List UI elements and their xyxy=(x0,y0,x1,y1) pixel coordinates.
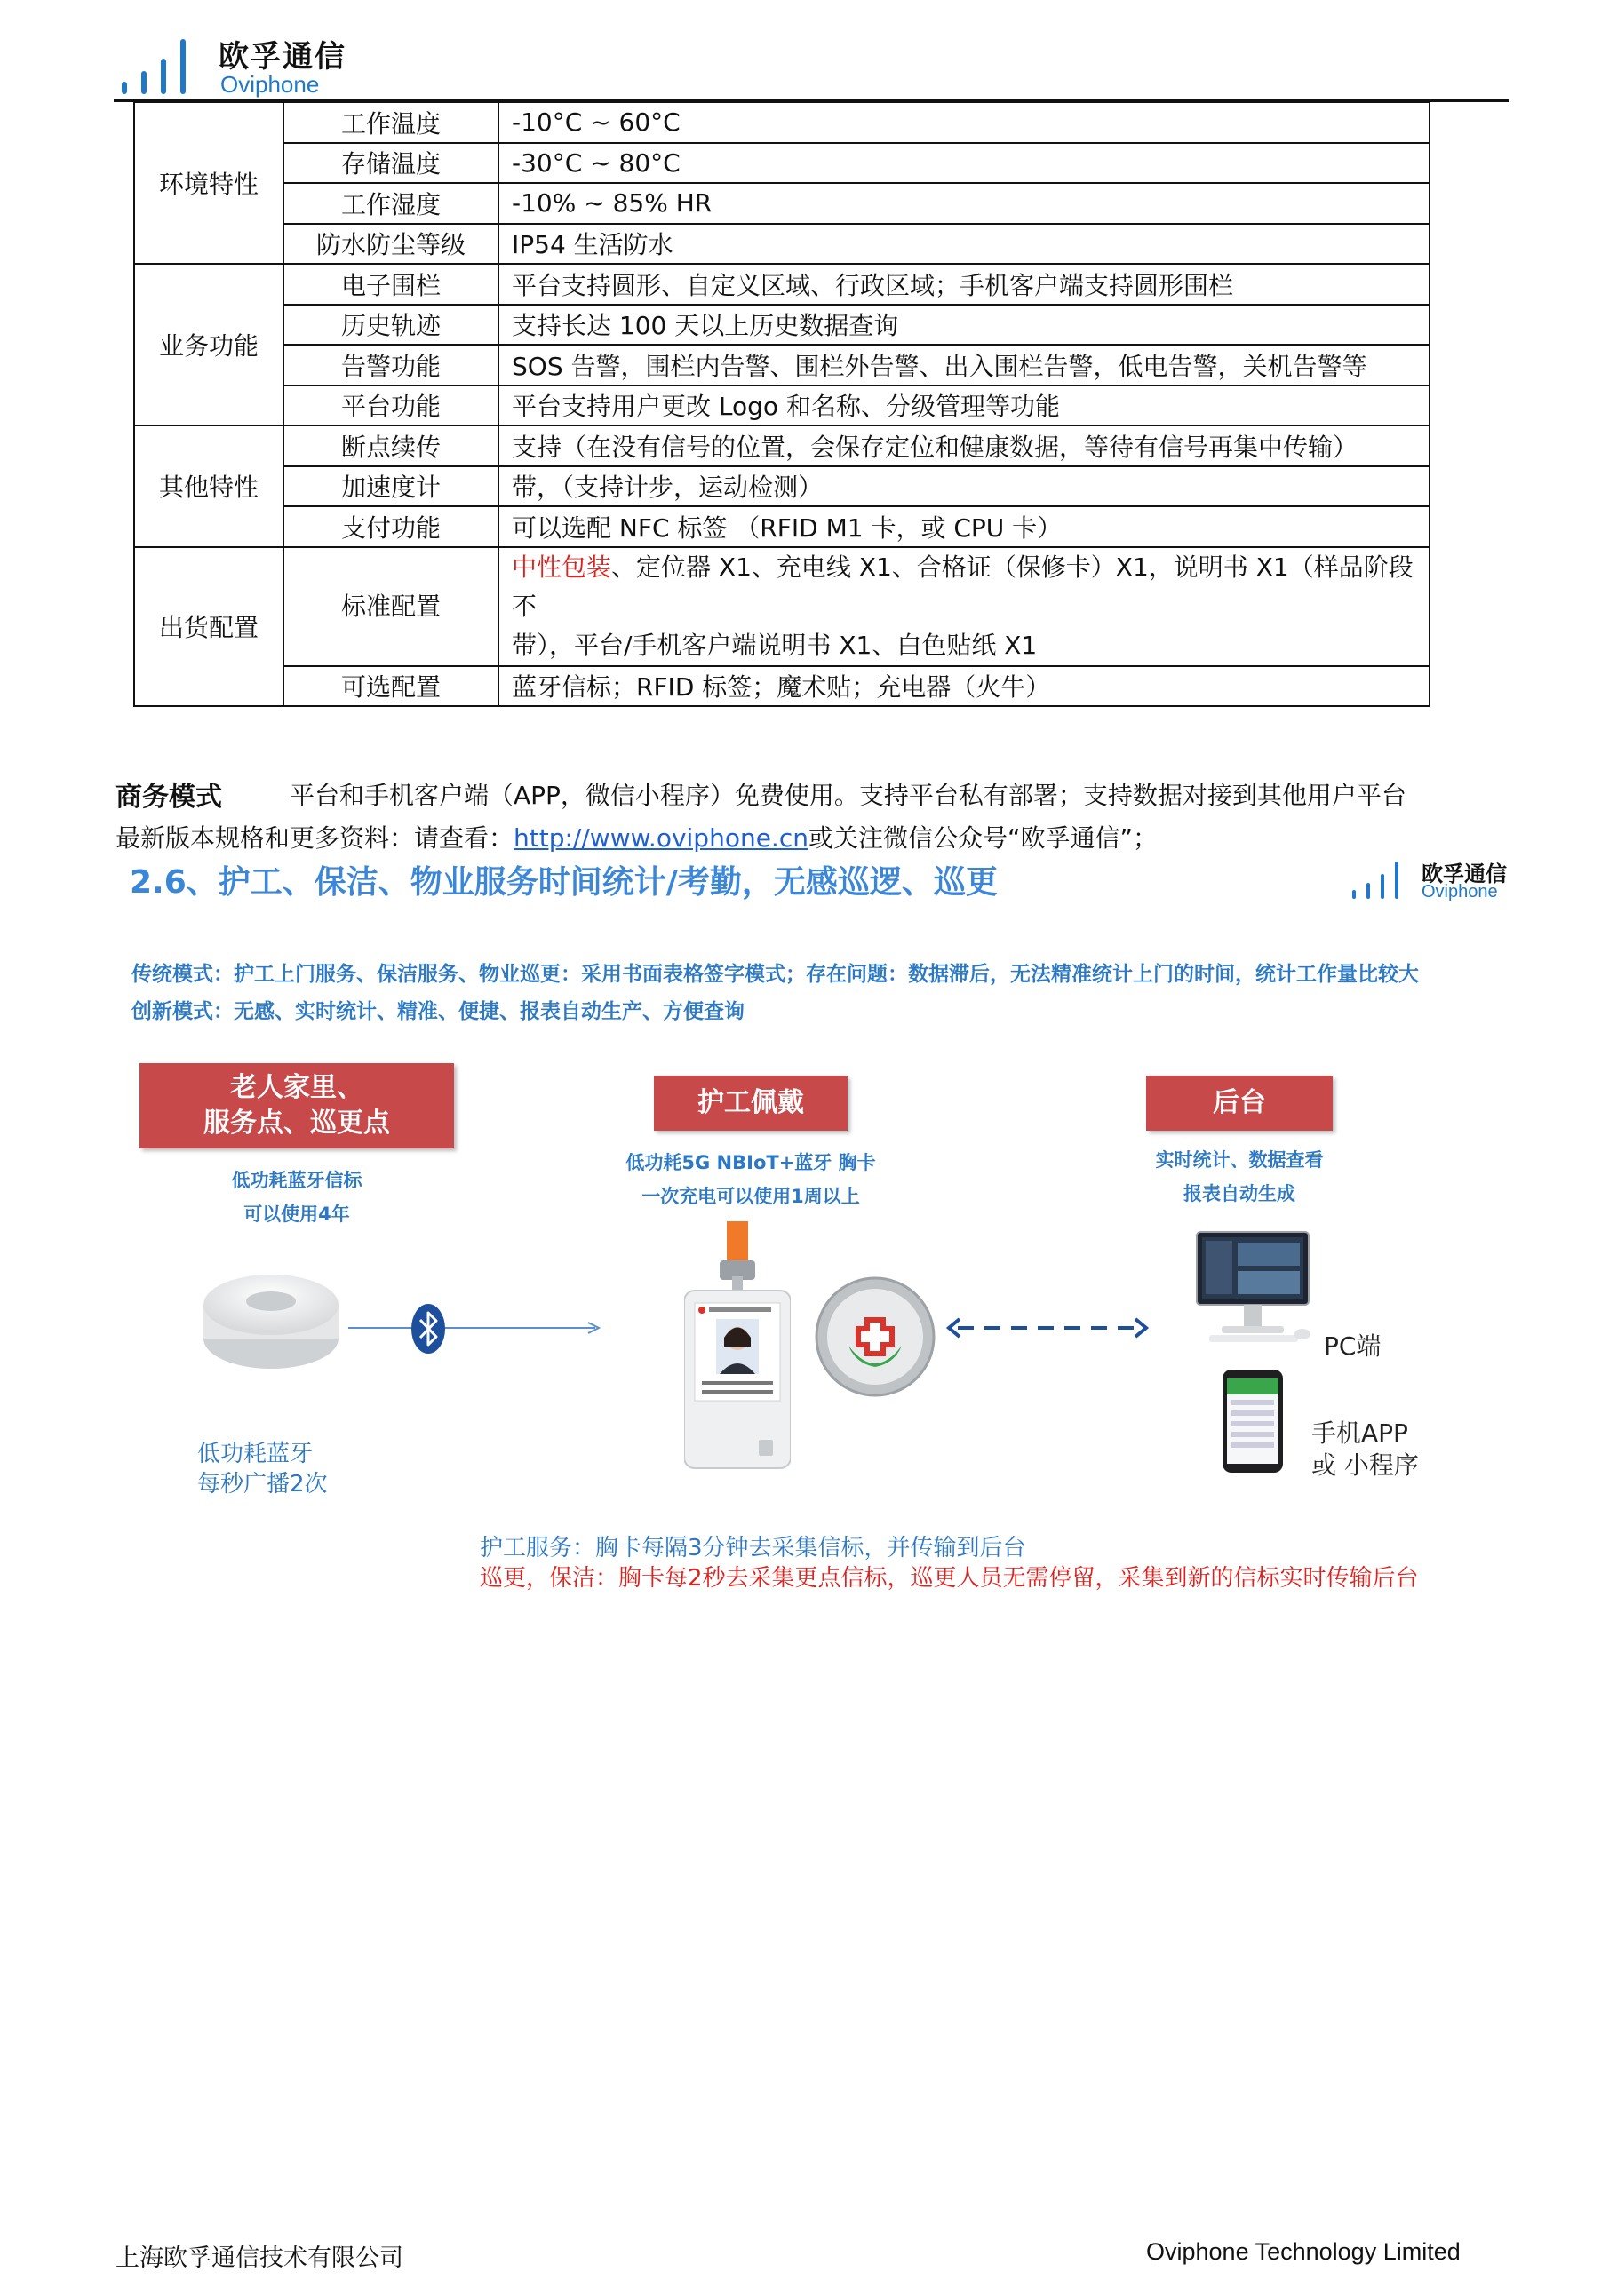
innovative-mode: 创新模式：无感、实时统计、精准、便捷、报表自动生产、方便查询 xyxy=(131,1000,745,1023)
beacon-caption-line1: 低功耗蓝牙 xyxy=(197,1441,314,1467)
value-cell: 蓝牙信标；RFID 标签；魔术贴；充电器（火牛） xyxy=(498,666,1430,707)
app-label-line1: 手机APP xyxy=(1311,1418,1408,1448)
value-cell: -10% ~ 85% HR xyxy=(498,183,1430,224)
sync-arrow-icon xyxy=(945,1316,1150,1339)
backend-note xyxy=(1084,1143,1395,1211)
beacon-note xyxy=(139,1164,454,1231)
table-row xyxy=(134,506,1430,547)
item-cell: 平台功能 xyxy=(283,385,498,426)
patrol-note: 巡更，保洁：胸卡每2秒去采集更点信标，巡更人员无需停留，采集到新的信标实时传输后台 xyxy=(480,1565,1419,1592)
mouse-icon xyxy=(1294,1327,1311,1339)
table-row xyxy=(134,466,1430,507)
latest-prefix: 最新版本规格和更多资料：请查看： xyxy=(116,823,514,853)
badge-note-line2: 一次充电可以使用1周以上 xyxy=(641,1186,860,1207)
table-row xyxy=(134,102,1430,143)
logo-en: Oviphone xyxy=(1422,882,1498,902)
location-box-line2: 服务点、巡更点 xyxy=(203,1108,390,1139)
table-row xyxy=(134,143,1430,184)
app-label-line2: 或 小程序 xyxy=(1311,1450,1419,1480)
business-label: 商务模式 xyxy=(116,782,222,813)
value-cell: -10°C ~ 60°C xyxy=(498,102,1430,143)
value-cell: 可以选配 NFC 标签 （RFID M1 卡，或 CPU 卡） xyxy=(498,506,1430,547)
item-cell: 标准配置 xyxy=(283,547,498,666)
value-cell: 支持长达 100 天以上历史数据查询 xyxy=(498,305,1430,346)
item-cell: 工作湿度 xyxy=(283,183,498,224)
app-label xyxy=(1311,1418,1419,1482)
business-text: 平台和手机客户端（APP，微信小程序）免费使用。支持平台私有部署；支持数据对接到其他用户平台 xyxy=(290,781,1406,810)
backend-box: 后台 xyxy=(1146,1076,1333,1131)
category-cell: 环境特性 xyxy=(134,102,283,264)
phone-icon xyxy=(1221,1368,1285,1474)
section-title: 2.6、护工、保洁、物业服务时间统计/考勤，无感巡逻、巡更 xyxy=(130,864,998,901)
latest-suffix: 或关注微信公众号“欧孚通信”； xyxy=(808,823,1158,853)
beacon-caption xyxy=(197,1439,328,1499)
value-cell xyxy=(498,547,1430,666)
table-row xyxy=(134,264,1430,305)
beacon-caption-line2: 每秒广播2次 xyxy=(197,1471,328,1498)
table-row xyxy=(134,345,1430,385)
spec-table xyxy=(133,101,1430,707)
value-text: 带），平台/手机客户端说明书 X1、白色贴纸 X1 xyxy=(512,630,1038,660)
worker-box: 护工佩戴 xyxy=(654,1076,848,1131)
category-cell: 其他特性 xyxy=(134,425,283,547)
location-box-line1: 老人家里、 xyxy=(230,1072,363,1103)
table-row xyxy=(134,385,1430,426)
value-cell: 支持（在没有信号的位置，会保存定位和健康数据，等待有信号再集中传输） xyxy=(498,425,1430,466)
beacon-device-icon xyxy=(200,1266,342,1372)
footer-company-en: Oviphone Technology Limited xyxy=(1146,2238,1461,2265)
logo-cn: 欧孚通信 xyxy=(1422,862,1507,886)
logo-cn: 欧孚通信 xyxy=(219,39,346,75)
latest-info xyxy=(116,819,1158,854)
table-row xyxy=(134,224,1430,265)
website-link[interactable]: http://www.oviphone.cn xyxy=(514,823,808,853)
pc-label: PC端 xyxy=(1324,1331,1382,1361)
value-cell: -30°C ~ 80°C xyxy=(498,143,1430,184)
category-cell: 出货配置 xyxy=(134,547,283,707)
value-cell: 平台支持用户更改 Logo 和名称、分级管理等功能 xyxy=(498,385,1430,426)
nursing-note: 护工服务：胸卡每隔3分钟去采集信标，并传输到后台 xyxy=(480,1535,1026,1561)
badge-note xyxy=(578,1146,924,1213)
backend-note-line2: 报表自动生成 xyxy=(1183,1183,1295,1204)
category-cell: 业务功能 xyxy=(134,264,283,425)
beacon-note-line2: 可以使用4年 xyxy=(243,1204,350,1225)
badge-card-icon xyxy=(684,1221,791,1470)
clinic-badge-icon xyxy=(813,1275,937,1399)
item-cell: 工作温度 xyxy=(283,102,498,143)
table-row xyxy=(134,425,1430,466)
table-row xyxy=(134,547,1430,666)
item-cell: 加速度计 xyxy=(283,466,498,507)
backend-note-line1: 实时统计、数据查看 xyxy=(1155,1149,1324,1171)
item-cell: 断点续传 xyxy=(283,425,498,466)
item-cell: 防水防尘等级 xyxy=(283,224,498,265)
item-cell: 历史轨迹 xyxy=(283,305,498,346)
value-cell: SOS 告警，围栏内告警、围栏外告警、出入围栏告警，低电告警，关机告警等 xyxy=(498,345,1430,385)
bluetooth-icon xyxy=(410,1303,446,1355)
table-row xyxy=(134,305,1430,346)
highlight-text: 中性包装 xyxy=(512,552,612,582)
table-row xyxy=(134,183,1430,224)
value-text: 、定位器 X1、充电线 X1、合格证（保修卡）X1，说明书 X1（样品阶段不 xyxy=(512,552,1414,621)
logo-signal-icon xyxy=(120,36,191,98)
badge-note-line1: 低功耗5G NBIoT+蓝牙 胸卡 xyxy=(625,1152,876,1173)
value-cell: 带，（支持计步，运动检测） xyxy=(498,466,1430,507)
beacon-note-line1: 低功耗蓝牙信标 xyxy=(231,1170,362,1191)
bluetooth-link xyxy=(348,1315,606,1341)
traditional-mode: 传统模式：护工上门服务、保洁服务、物业巡更：采用书面表格签字模式；存在问题：数据滞后，无法精准统计上门的时间，统计工作量比较大 xyxy=(131,963,1419,986)
item-cell: 告警功能 xyxy=(283,345,498,385)
location-box xyxy=(139,1063,454,1148)
item-cell: 存储温度 xyxy=(283,143,498,184)
logo-signal-icon xyxy=(1350,860,1404,901)
logo-en: Oviphone xyxy=(220,71,320,98)
item-cell: 电子围栏 xyxy=(283,264,498,305)
item-cell: 支付功能 xyxy=(283,506,498,547)
value-cell: 平台支持圆形、自定义区域、行政区域；手机客户端支持圆形围栏 xyxy=(498,264,1430,305)
item-cell: 可选配置 xyxy=(283,666,498,707)
value-cell: IP54 生活防水 xyxy=(498,224,1430,265)
footer-company-cn: 上海欧孚通信技术有限公司 xyxy=(116,2244,403,2272)
table-row xyxy=(134,666,1430,707)
